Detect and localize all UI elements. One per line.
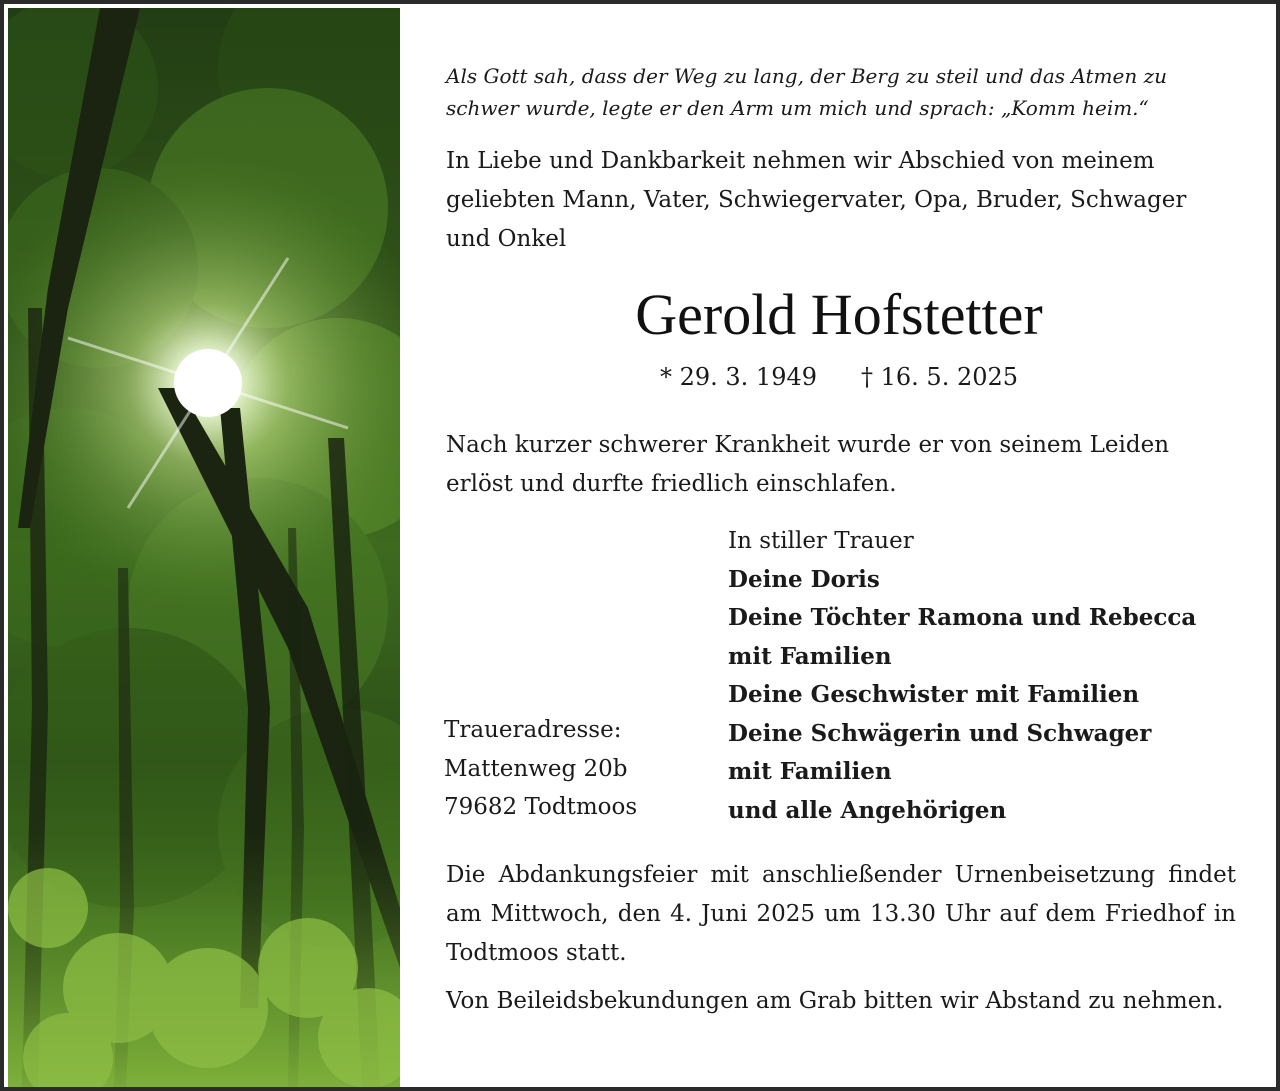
- mourning-address: [444, 711, 704, 827]
- address-city: 79682 Todtmoos: [444, 794, 638, 820]
- mourner-line: Deine Schwägerin und Schwager: [728, 719, 1152, 747]
- motto-quote: Als Gott sah, dass der Weg zu lang, der Berg zu steil und das Atmen zu schwer wurde, legte er den Arm um mich und sprach: „Komm heim.“: [446, 64, 1168, 120]
- ceremony-text: Die Abdankungsfeier mit anschließender Urnenbeisetzung findet am Mittwoch, den 4. Juni 2025 um 13.30 Uhr auf dem Friedhof in Todtmoos statt.: [446, 862, 1236, 966]
- forest-sunlight-illustration: [8, 8, 400, 1087]
- illness-text: Nach kurzer schwerer Krankheit wurde er von seinem Leiden erlöst und durfte friedlich einschlafen.: [446, 432, 1170, 497]
- address-label: Traueradresse:: [444, 717, 622, 743]
- life-dates: [402, 358, 1276, 396]
- text-panel: [402, 8, 1276, 1087]
- address-street: Mattenweg 20b: [444, 755, 628, 782]
- birth-date: * 29. 3. 1949: [659, 363, 817, 391]
- mourners-lead: In stiller Trauer: [728, 528, 914, 554]
- mourner-line: mit Familien: [728, 758, 892, 785]
- forest-photo: [8, 8, 400, 1087]
- intro-text: In Liebe und Dankbarkeit nehmen wir Abschied von meinem geliebten Mann, Vater, Schwiegervater, Opa, Bruder, Schwager und Onkel: [446, 148, 1187, 252]
- mourner-line: Deine Doris: [728, 565, 880, 593]
- condolences-text: Von Beileidsbekundungen am Grab bitten wir Abstand zu nehmen.: [446, 988, 1224, 1014]
- death-date: † 16. 5. 2025: [861, 363, 1019, 391]
- mourners-list: [728, 522, 1248, 830]
- mourner-line: Deine Töchter Ramona und Rebecca: [728, 604, 1197, 631]
- mourner-line: Deine Geschwister mit Familien: [728, 681, 1140, 708]
- deceased-name: Gerold Hofstetter: [635, 282, 1043, 347]
- mourner-line: mit Familien: [728, 642, 892, 670]
- mourner-line: und alle Angehörigen: [728, 796, 1007, 824]
